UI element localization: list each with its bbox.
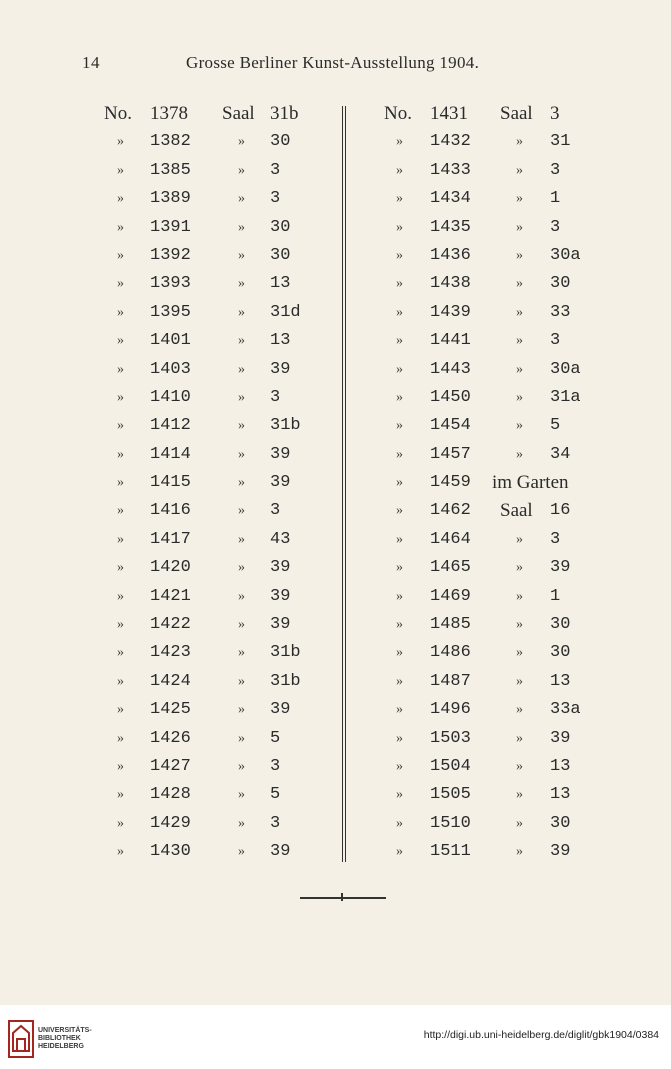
catalogue-number: 1423 [150, 643, 191, 663]
ditto-mark: » [117, 247, 124, 263]
room-number: 3 [550, 217, 561, 237]
catalogue-number: 1392 [150, 245, 191, 265]
catalogue-number: 1430 [150, 842, 191, 862]
ditto-mark: » [238, 134, 245, 150]
room-number: 13 [550, 756, 571, 776]
ditto-mark: » [238, 815, 245, 831]
room-number: 30 [550, 643, 571, 663]
ditto-mark: » [117, 389, 124, 405]
ditto-mark: » [238, 617, 245, 633]
ditto-mark: » [396, 191, 403, 207]
ditto-mark: » [396, 617, 403, 633]
ditto-mark: » [396, 333, 403, 349]
library-name [38, 1027, 92, 1051]
table-row [380, 242, 595, 270]
ditto-mark: » [117, 503, 124, 519]
ditto-mark: » [238, 844, 245, 860]
ditto-mark: » [238, 219, 245, 235]
column-divider-double-rule [342, 106, 346, 862]
table-row [380, 412, 595, 440]
ditto-mark: » [516, 446, 523, 462]
table-row [380, 810, 595, 838]
room-number: 31b [270, 671, 301, 691]
ditto-mark: » [396, 276, 403, 292]
room-number: 39 [270, 558, 291, 578]
room-number: 31b [270, 416, 301, 436]
table-row [380, 356, 595, 384]
table-row [100, 242, 325, 270]
ditto-mark: » [238, 531, 245, 547]
ditto-mark: » [238, 560, 245, 576]
ditto-mark: » [238, 247, 245, 263]
table-head-row [380, 100, 595, 128]
catalogue-number: 1414 [150, 444, 191, 464]
table-row [380, 725, 595, 753]
ditto-mark: » [238, 645, 245, 661]
ditto-mark: » [396, 361, 403, 377]
ditto-mark: » [396, 134, 403, 150]
room-number: 31a [550, 387, 581, 407]
ditto-mark: » [396, 446, 403, 462]
ditto-mark: » [117, 645, 124, 661]
table-row [380, 441, 595, 469]
ditto-mark: » [396, 787, 403, 803]
catalogue-number: 1421 [150, 586, 191, 606]
ditto-mark: » [117, 787, 124, 803]
room-number: 39 [550, 558, 571, 578]
catalogue-number: 1382 [150, 132, 191, 152]
ditto-mark: » [396, 418, 403, 434]
ditto-mark: » [396, 219, 403, 235]
ditto-mark: » [117, 446, 124, 462]
room-number: 3 [270, 813, 281, 833]
ditto-mark: » [117, 162, 124, 178]
ditto-mark: » [396, 531, 403, 547]
table-row [380, 384, 595, 412]
ditto-mark: » [396, 702, 403, 718]
catalogue-number: 1439 [430, 302, 471, 322]
ditto-mark: » [117, 617, 124, 633]
ditto-mark: » [238, 276, 245, 292]
catalogue-number: 1425 [150, 700, 191, 720]
table-row [100, 810, 325, 838]
table-row [100, 299, 325, 327]
room-number: 1 [550, 189, 561, 209]
catalogue-number: 1485 [430, 615, 471, 635]
room-number: 13 [550, 785, 571, 805]
catalogue-number: 1378 [150, 103, 188, 124]
ditto-mark: » [396, 389, 403, 405]
table-row [380, 611, 595, 639]
catalogue-number: 1464 [430, 529, 471, 549]
catalogue-number: 1432 [430, 132, 471, 152]
ditto-mark: » [117, 560, 124, 576]
table-row [380, 214, 595, 242]
catalogue-number: 1511 [430, 842, 471, 862]
catalogue-number: 1469 [430, 586, 471, 606]
location-note: im Garten [492, 472, 569, 494]
ditto-mark: » [516, 333, 523, 349]
ditto-mark: » [516, 134, 523, 150]
room-number: 3 [270, 189, 281, 209]
catalogue-number: 1389 [150, 189, 191, 209]
table-row [380, 185, 595, 213]
catalogue-number: 1505 [430, 785, 471, 805]
catalogue-number: 1422 [150, 615, 191, 635]
ditto-mark: » [516, 219, 523, 235]
room-number: 39 [270, 473, 291, 493]
ditto-mark: » [117, 333, 124, 349]
catalogue-number: 1395 [150, 302, 191, 322]
catalogue-number: 1428 [150, 785, 191, 805]
table-row [100, 554, 325, 582]
catalogue-number: 1385 [150, 160, 191, 180]
ditto-mark: » [238, 702, 245, 718]
number-label: No. [384, 103, 412, 124]
ditto-mark: » [396, 844, 403, 860]
room-label: Saal [500, 500, 533, 522]
room-number: 39 [270, 359, 291, 379]
ditto-mark: » [516, 247, 523, 263]
catalogue-number: 1438 [430, 274, 471, 294]
catalogue-number: 1433 [430, 160, 471, 180]
ditto-mark: » [516, 418, 523, 434]
table-row [100, 327, 325, 355]
ditto-mark: » [238, 446, 245, 462]
catalogue-number: 1410 [150, 387, 191, 407]
room-number: 31b [270, 103, 299, 124]
ditto-mark: » [238, 730, 245, 746]
room-number: 39 [270, 615, 291, 635]
room-number: 31b [270, 643, 301, 663]
ditto-mark: » [117, 531, 124, 547]
ditto-mark: » [238, 758, 245, 774]
ditto-mark: » [396, 588, 403, 604]
catalogue-number: 1486 [430, 643, 471, 663]
catalogue-number: 1420 [150, 558, 191, 578]
catalogue-number: 1393 [150, 274, 191, 294]
catalogue-number: 1462 [430, 501, 471, 521]
running-title: Grosse Berliner Kunst-Ausstellung 1904. [186, 53, 480, 72]
room-number: 34 [550, 444, 571, 464]
ditto-mark: » [117, 588, 124, 604]
ditto-mark: » [516, 276, 523, 292]
room-number: 39 [550, 842, 571, 862]
room-number: 3 [270, 160, 281, 180]
catalogue-number: 1429 [150, 813, 191, 833]
table-row [380, 781, 595, 809]
ditto-mark: » [516, 815, 523, 831]
ditto-mark: » [117, 758, 124, 774]
table-row [380, 696, 595, 724]
room-number: 39 [270, 842, 291, 862]
room-number: 30 [550, 615, 571, 635]
ditto-mark: » [516, 191, 523, 207]
ditto-mark: » [516, 588, 523, 604]
ditto-mark: » [238, 389, 245, 405]
ditto-mark: » [117, 276, 124, 292]
ditto-mark: » [396, 247, 403, 263]
ditto-mark: » [238, 673, 245, 689]
catalogue-number: 1424 [150, 671, 191, 691]
ditto-mark: » [516, 758, 523, 774]
room-number: 39 [550, 728, 571, 748]
table-row [100, 128, 325, 156]
table-row [380, 668, 595, 696]
catalogue-number: 1391 [150, 217, 191, 237]
catalogue-number: 1487 [430, 671, 471, 691]
room-number: 30a [550, 245, 581, 265]
room-label: Saal [222, 103, 255, 124]
table-row [100, 696, 325, 724]
ditto-mark: » [516, 304, 523, 320]
table-row [380, 753, 595, 781]
ditto-mark: » [396, 304, 403, 320]
ditto-mark: » [117, 702, 124, 718]
table-row [100, 526, 325, 554]
ditto-mark: » [516, 844, 523, 860]
table-row [380, 838, 595, 866]
table-row [380, 327, 595, 355]
table-row [100, 412, 325, 440]
room-number: 30 [270, 217, 291, 237]
ditto-mark: » [516, 389, 523, 405]
room-number: 1 [550, 586, 561, 606]
ditto-mark: » [396, 815, 403, 831]
table-row [100, 611, 325, 639]
catalogue-number: 1503 [430, 728, 471, 748]
table-row [100, 214, 325, 242]
room-number: 5 [270, 785, 281, 805]
catalogue-number: 1457 [430, 444, 471, 464]
catalogue-number: 1435 [430, 217, 471, 237]
ditto-mark: » [238, 787, 245, 803]
right-column [380, 100, 595, 867]
room-number: 13 [270, 274, 291, 294]
catalogue-number: 1427 [150, 756, 191, 776]
ditto-mark: » [516, 702, 523, 718]
table-row [380, 469, 595, 497]
ditto-mark: » [117, 134, 124, 150]
library-footer [0, 1005, 671, 1069]
table-row [380, 299, 595, 327]
ditto-mark: » [516, 361, 523, 377]
table-row [100, 725, 325, 753]
room-number: 33a [550, 700, 581, 720]
number-label: No. [104, 103, 132, 124]
room-number: 30 [270, 245, 291, 265]
table-row [100, 157, 325, 185]
room-number: 3 [270, 501, 281, 521]
table-row [100, 270, 325, 298]
room-number: 39 [270, 444, 291, 464]
ditto-mark: » [516, 645, 523, 661]
library-name-line: HEIDELBERG [38, 1043, 84, 1050]
catalogue-number: 1403 [150, 359, 191, 379]
table-row [100, 639, 325, 667]
room-number: 30a [550, 359, 581, 379]
ditto-mark: » [396, 560, 403, 576]
catalogue-number: 1510 [430, 813, 471, 833]
ditto-mark: » [117, 361, 124, 377]
ditto-mark: » [117, 844, 124, 860]
catalogue-number: 1417 [150, 529, 191, 549]
ditto-mark: » [117, 475, 124, 491]
room-number: 13 [270, 331, 291, 351]
ditto-mark: » [516, 787, 523, 803]
ditto-mark: » [238, 588, 245, 604]
catalogue-number: 1496 [430, 700, 471, 720]
catalogue-number: 1416 [150, 501, 191, 521]
ditto-mark: » [516, 730, 523, 746]
catalogue-number: 1441 [430, 331, 471, 351]
table-row [380, 128, 595, 156]
room-number: 3 [550, 103, 560, 124]
page-header [0, 53, 671, 79]
ditto-mark: » [117, 815, 124, 831]
ditto-mark: » [238, 162, 245, 178]
room-number: 3 [270, 387, 281, 407]
page-number: 14 [82, 53, 100, 72]
catalogue-number: 1454 [430, 416, 471, 436]
table-head-row [100, 100, 325, 128]
table-row [380, 270, 595, 298]
table-row [380, 526, 595, 554]
ditto-mark: » [117, 418, 124, 434]
ditto-mark: » [396, 162, 403, 178]
ditto-mark: » [117, 219, 124, 235]
room-number: 30 [550, 274, 571, 294]
library-name-line: UNIVERSITÄTS- [38, 1027, 92, 1034]
ditto-mark: » [516, 673, 523, 689]
ditto-mark: » [238, 503, 245, 519]
catalogue-number: 1434 [430, 189, 471, 209]
table-row [100, 753, 325, 781]
ditto-mark: » [516, 560, 523, 576]
end-ornament-rule [300, 897, 386, 899]
ditto-mark: » [238, 361, 245, 377]
ditto-mark: » [238, 304, 245, 320]
left-column [100, 100, 325, 867]
room-number: 13 [550, 671, 571, 691]
room-number: 5 [550, 416, 561, 436]
ditto-mark: » [396, 503, 403, 519]
room-number: 16 [550, 501, 571, 521]
ditto-mark: » [117, 191, 124, 207]
ditto-mark: » [238, 191, 245, 207]
room-number: 3 [550, 529, 561, 549]
table-row [100, 469, 325, 497]
room-number: 3 [550, 160, 561, 180]
room-number: 3 [550, 331, 561, 351]
table-row [100, 441, 325, 469]
ditto-mark: » [238, 418, 245, 434]
catalogue-number: 1401 [150, 331, 191, 351]
catalogue-number: 1436 [430, 245, 471, 265]
library-name-line: BIBLIOTHEK [38, 1035, 81, 1042]
ditto-mark: » [516, 162, 523, 178]
table-row [380, 497, 595, 525]
room-number: 39 [270, 700, 291, 720]
table-row [100, 185, 325, 213]
university-library-logo-icon [8, 1019, 34, 1059]
table-row [380, 583, 595, 611]
ditto-mark: » [396, 730, 403, 746]
table-row [100, 781, 325, 809]
catalogue-number: 1465 [430, 558, 471, 578]
catalogue-number: 1426 [150, 728, 191, 748]
table-row [100, 838, 325, 866]
table-row [380, 157, 595, 185]
table-row [100, 384, 325, 412]
table-row [100, 668, 325, 696]
catalogue-number: 1459 [430, 473, 471, 493]
room-number: 39 [270, 586, 291, 606]
room-label: Saal [500, 103, 533, 124]
ditto-mark: » [396, 645, 403, 661]
room-number: 3 [270, 756, 281, 776]
catalogue-number: 1504 [430, 756, 471, 776]
source-url-link[interactable]: http://digi.ub.uni-heidelberg.de/diglit/gbk1904/0384 [423, 1029, 659, 1041]
ditto-mark: » [396, 673, 403, 689]
ditto-mark: » [238, 333, 245, 349]
room-number: 5 [270, 728, 281, 748]
table-row [100, 583, 325, 611]
catalogue-number: 1450 [430, 387, 471, 407]
table-row [380, 639, 595, 667]
ditto-mark: » [396, 475, 403, 491]
table-row [380, 554, 595, 582]
table-row [100, 356, 325, 384]
ditto-mark: » [117, 304, 124, 320]
catalogue-number: 1415 [150, 473, 191, 493]
ditto-mark: » [117, 730, 124, 746]
catalogue-number: 1443 [430, 359, 471, 379]
room-number: 30 [270, 132, 291, 152]
end-ornament-tick [341, 893, 343, 901]
ditto-mark: » [396, 758, 403, 774]
room-number: 43 [270, 529, 291, 549]
ditto-mark: » [516, 617, 523, 633]
room-number: 30 [550, 813, 571, 833]
ditto-mark: » [516, 531, 523, 547]
room-number: 31 [550, 132, 571, 152]
ditto-mark: » [238, 475, 245, 491]
catalogue-number: 1412 [150, 416, 191, 436]
catalogue-number: 1431 [430, 103, 468, 124]
table-row [100, 497, 325, 525]
room-number: 31d [270, 302, 301, 322]
room-number: 33 [550, 302, 571, 322]
ditto-mark: » [117, 673, 124, 689]
